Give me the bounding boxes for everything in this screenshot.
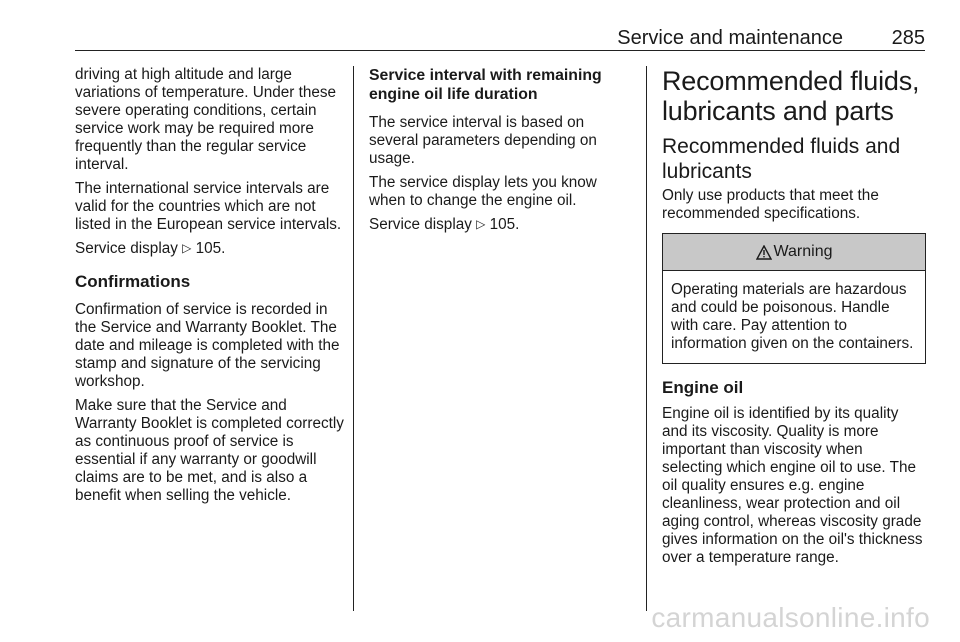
- reference-page: 105.: [489, 216, 520, 233]
- page-reference-arrow-icon: ▷: [476, 217, 486, 231]
- paragraph: The service display lets you know when to change the engine oil.: [369, 174, 597, 209]
- cross-reference[interactable]: [75, 240, 345, 258]
- sub-heading: Recommended fluids and lubricants: [662, 135, 901, 183]
- warning-triangle-icon: [756, 245, 772, 260]
- service-interval-heading: Service interval with remaining engine oil life duration: [369, 67, 602, 103]
- warning-header: [663, 234, 925, 271]
- paragraph: driving at high altitude and large variations of temperature. Under these severe operating conditions, certain service work may be required more frequently than the regular service interval.: [75, 66, 337, 173]
- paragraph: The international service intervals are valid for the countries which are not listed in the European service intervals.: [75, 180, 342, 233]
- main-heading: Recommended fluids, lubricants and parts: [662, 66, 920, 126]
- page-number: 285: [891, 27, 925, 49]
- watermark: carmanualsonline.info: [651, 602, 930, 633]
- paragraph: Engine oil is identified by its quality and its viscosity. Quality is more important than viscosity when selecting which engine oil to use. The oil quality ensures e.g. engine cleanliness, wear protection and oil aging control, whereas viscosity grade gives information on the oil's thickness over a temperature range.: [662, 405, 923, 566]
- confirmations-heading: Confirmations: [75, 272, 191, 291]
- warning-title: Warning: [773, 243, 833, 260]
- warning-box: [662, 233, 926, 364]
- warning-text: Operating materials are hazardous and could be poisonous. Handle with care. Pay attention to information given on the containers.: [671, 281, 914, 352]
- paragraph: Make sure that the Service and Warranty Booklet is completed correctly as continuous proof of service is essential if any warranty or goodwill claims are to be met, and is also a benefit when selling the vehicle.: [75, 397, 344, 504]
- engine-oil-heading: Engine oil: [662, 378, 744, 397]
- page-reference-arrow-icon: ▷: [182, 241, 192, 255]
- paragraph: The service interval is based on several parameters depending on usage.: [369, 114, 597, 167]
- reference-label: Service display: [369, 216, 472, 233]
- column-divider-left: [353, 66, 354, 611]
- column-right: [662, 66, 926, 573]
- reference-label: Service display: [75, 240, 178, 257]
- section-title: Service and maintenance: [617, 27, 843, 49]
- column-middle: [369, 66, 637, 240]
- paragraph: Only use products that meet the recommended specifications.: [662, 187, 879, 222]
- column-divider-right: [646, 66, 647, 611]
- reference-page: 105.: [195, 240, 226, 257]
- column-left: [75, 66, 345, 511]
- page-header: [75, 26, 925, 51]
- paragraph: Confirmation of service is recorded in the Service and Warranty Booklet. The date and mileage is completed with the stamp and signature of the servicing workshop.: [75, 301, 340, 390]
- cross-reference[interactable]: [369, 216, 637, 234]
- warning-body: [663, 271, 925, 363]
